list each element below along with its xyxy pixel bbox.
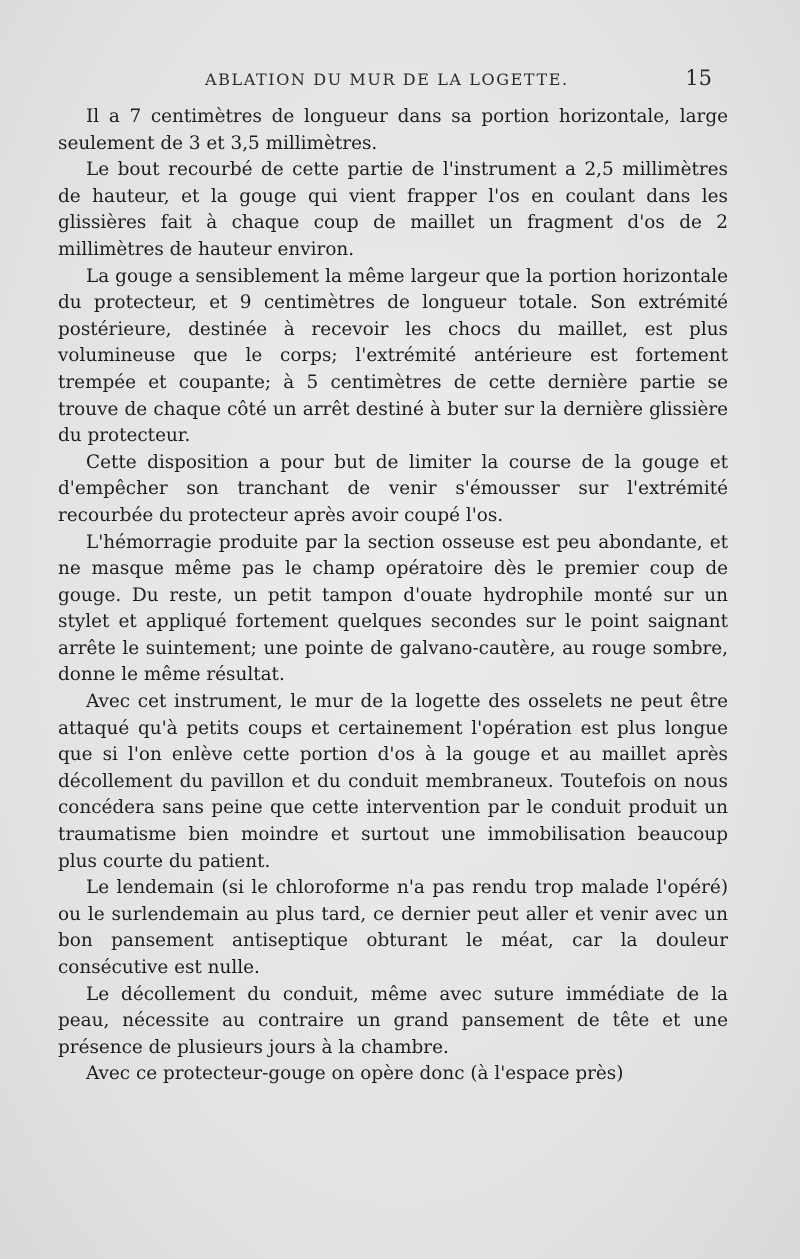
paragraph: Il a 7 centimètres de longueur dans sa portion horizontale, large seulement de 3 et 3,5 millimètres. (58, 106, 728, 154)
paragraph: L'hémorragie produite par la section osseuse est peu abondante, et ne masque même pas le champ opératoire dès le premier coup de gouge. Du reste, un petit tampon d'ouate hydrophile monté sur un stylet et appliqué fortement quelques secondes sur le point saignant arrête le suintement; une pointe de galvano-cautère, au rouge sombre, donne le même résultat. (58, 531, 728, 686)
paragraph: La gouge a sensiblement la même largeur que la portion horizontale du protecteur, et 9 centimètres de longueur totale. Son extrémité postérieure, destinée à recevoir les chocs du maillet, est plus volumineuse que le corps; l'extrémité antérieure est fortement trempée et coupante; à 5 centimètres de cette dernière partie se trouve de chaque côté un arrêt destiné à buter sur la dernière glissière du protecteur. (58, 265, 728, 447)
paragraph: Le lendemain (si le chloroforme n'a pas rendu trop malade l'opéré) ou le surlendemain au plus tard, ce dernier peut aller et venir avec un bon pansement antiseptique obturant le méat, car la douleur consécutive est nulle. (58, 877, 728, 978)
paragraph: Avec ce protecteur-gouge on opère donc (à l'espace près) (86, 1063, 624, 1085)
body-text (58, 104, 728, 1088)
paragraph: Cette disposition a pour but de limiter la course de la gouge et d'empêcher son tranchant de venir s'émousser sur l'extrémité recourbée du protecteur après avoir coupé l'os. (58, 451, 728, 526)
page-header (58, 68, 712, 92)
paragraph: Le décollement du conduit, même avec suture immédiate de la peau, nécessite au contraire un grand pansement de tête et une présence de plusieurs jours à la chambre. (58, 983, 728, 1058)
running-title: ABLATION DU MUR DE LA LOGETTE. (205, 70, 569, 89)
paragraph: Avec cet instrument, le mur de la logette des osselets ne peut être attaqué qu'à petits coups et certainement l'opération est plus longue que si l'on enlève cette portion d'os à la gouge et au maillet après décollement du pavillon et du conduit membraneux. Toutefois on nous concédera sans peine que cette intervention par le conduit produit un traumatisme bien moindre et surtout une immobilisation beaucoup plus courte du patient. (58, 691, 728, 872)
page-number: 15 (685, 66, 712, 90)
paragraph: Le bout recourbé de cette partie de l'instrument a 2,5 millimètres de hauteur, et la gouge qui vient frapper l'os en coulant dans les glissières fait à chaque coup de maillet un fragment d'os de 2 millimètres de hauteur environ. (58, 159, 728, 260)
